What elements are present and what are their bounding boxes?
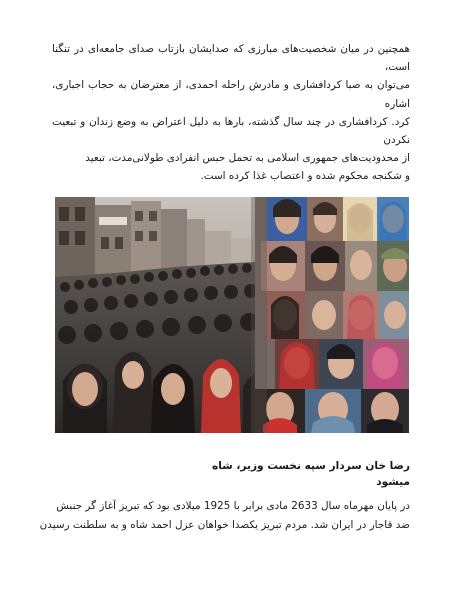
- section-paragraph: [39, 497, 410, 535]
- intro-paragraph: [52, 40, 410, 186]
- intro-line: از محدودیت‌های جمهوری اسلامی به تحمل حبس انفرادی طولانی‌مدت، تبعید: [85, 152, 410, 165]
- collage-image-drawing: [55, 197, 409, 433]
- intro-line: همچنین در میان شخصیت‌های مبارزی که صدایشان بازتاب صدای جامعه‌ای در تنگنا است،: [52, 43, 410, 74]
- section-line: ضد قاجار در ایران شد. مردم تبریز یکصدا خواهان عزل احمد شاه و به سلطنت رسیدن: [39, 519, 410, 531]
- section-line: در پایان مهرماه سال 2633 مادی برابر با 1925 میلادی بود که تبریز آغاز گر جنبش: [56, 500, 410, 512]
- protest-collage-photo: [55, 197, 409, 433]
- intro-line: کرد. کردافشاری در چند سال گذشته، بارها به دلیل اعتراض به وضع زندان و تبعیت نکردن: [52, 115, 410, 147]
- intro-line: و شکنجه محکوم شده و اعتصاب غذا کرده است.: [200, 170, 410, 183]
- section-heading: رضا خان سردار سپه نخست وزیر، شاه میشود: [212, 460, 410, 488]
- intro-line: می‌توان به صبا کردافشاری و مادرش راحله احمدی، از معترضان به حجاب اجباری، اشاره: [52, 79, 410, 110]
